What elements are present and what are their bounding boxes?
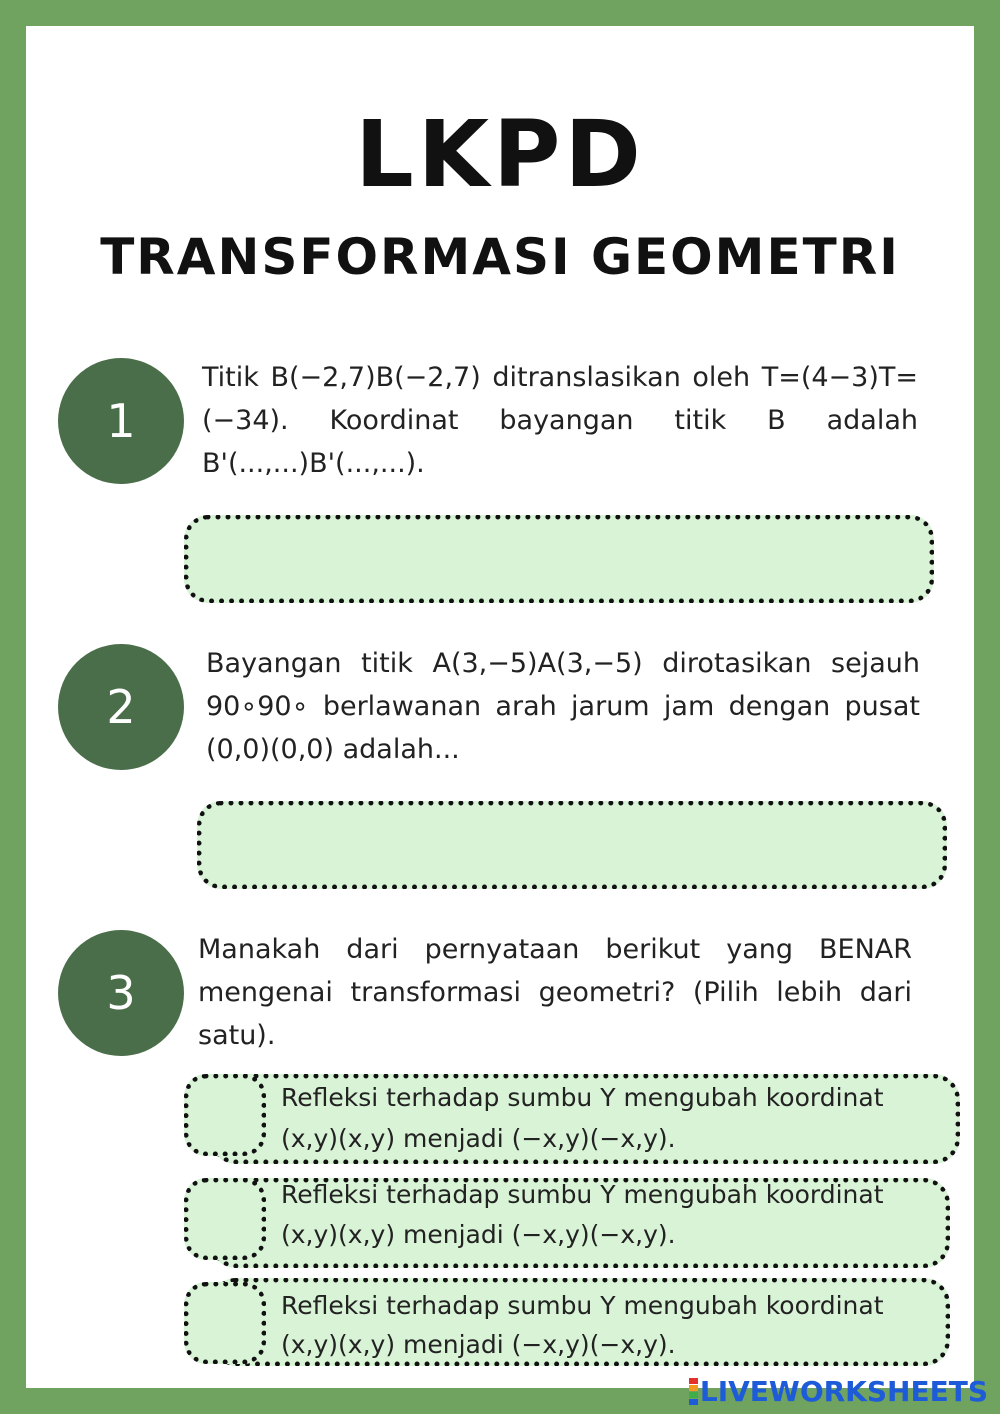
answer-field[interactable] (197, 801, 947, 889)
option-checkbox[interactable] (184, 1074, 266, 1156)
liveworksheets-logo[interactable] (689, 1375, 988, 1408)
option-text-line: (x,y)(x,y) menjadi (−x,y)(−x,y). (281, 1124, 676, 1153)
option-text-line: Refleksi terhadap sumbu Y mengubah koordinat (281, 1180, 884, 1209)
option-text-line: Refleksi terhadap sumbu Y mengubah koordinat (281, 1291, 884, 1320)
option-checkbox[interactable] (184, 1282, 266, 1364)
question-text: Titik B(−2,7)B(−2,7) ditranslasikan oleh T=(4−3)T=(−34). Koordinat bayangan titik B adalah B'(...,...)B'(...,...). (202, 362, 918, 479)
option-text-line: (x,y)(x,y) menjadi (−x,y)(−x,y). (281, 1330, 676, 1359)
question-text: Manakah dari pernyataan berikut yang BENAR mengenai transformasi geometri? (Pilih lebih dari satu). (198, 934, 912, 1051)
option-text-line: Refleksi terhadap sumbu Y mengubah koordinat (281, 1083, 884, 1112)
brand-name: LIVEWORKSHEETS (699, 1375, 988, 1408)
page-subtitle: TRANSFORMASI GEOMETRI (100, 228, 900, 286)
brand-mark-icon (689, 1378, 698, 1405)
page-title: LKPD (355, 101, 645, 208)
answer-field[interactable] (184, 515, 934, 603)
option-checkbox[interactable] (184, 1178, 266, 1260)
question-text: Bayangan titik A(3,−5)A(3,−5) dirotasikan sejauh 90∘90∘ berlawanan arah jarum jam dengan pusat (0,0)(0,0) adalah... (206, 648, 920, 765)
question-number-badge: 2 (58, 644, 184, 770)
question-number-badge: 1 (58, 358, 184, 484)
question-number-badge: 3 (58, 930, 184, 1056)
option-text-line: (x,y)(x,y) menjadi (−x,y)(−x,y). (281, 1220, 676, 1249)
